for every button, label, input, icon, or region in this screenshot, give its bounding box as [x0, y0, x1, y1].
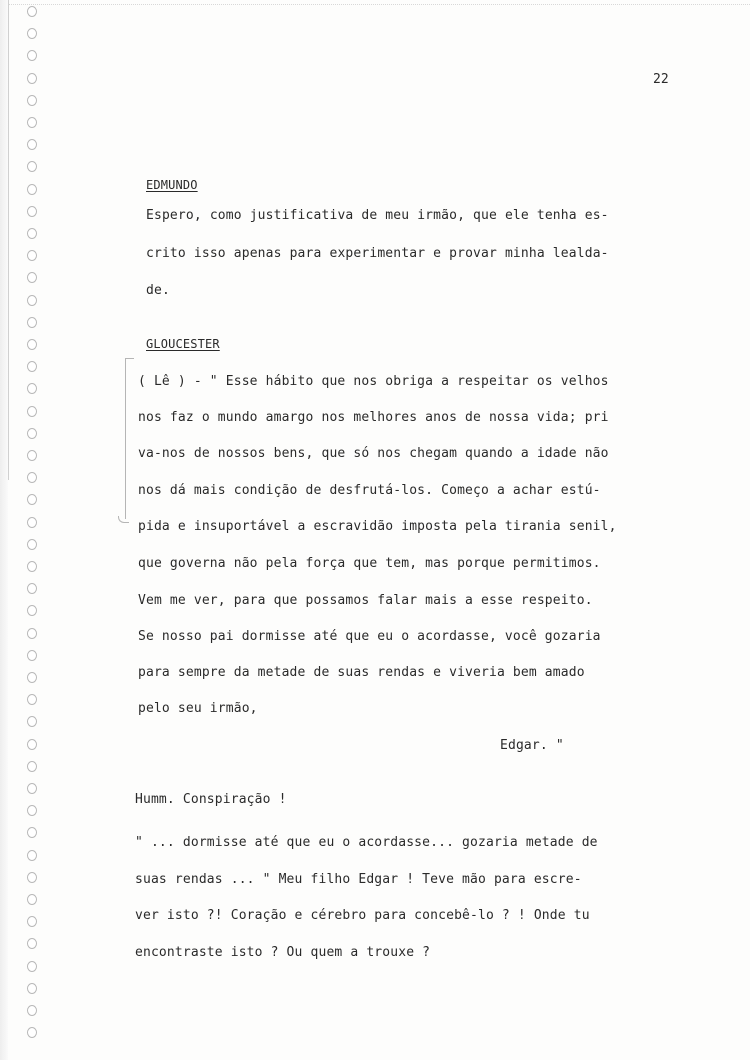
binder-hole — [27, 850, 37, 861]
dialogue-line: encontraste isto ? Ou quem a trouxe ? — [135, 945, 431, 960]
binder-hole — [27, 894, 37, 905]
dialogue-line: suas rendas ... " Meu filho Edgar ! Teve mão para escre- — [135, 872, 582, 887]
binder-hole — [27, 117, 37, 128]
binder-hole — [27, 383, 37, 394]
dialogue-line: Humm. Conspiração ! — [135, 792, 287, 807]
binder-hole — [27, 716, 37, 727]
margin-bracket-tail — [118, 516, 129, 523]
letter-line: para sempre da metade de suas rendas e viveria bem amado — [138, 665, 585, 680]
binder-hole — [27, 827, 37, 838]
letter-line: Vem me ver, para que possamos falar mais a esse respeito. — [138, 593, 593, 608]
binder-hole — [27, 872, 37, 883]
binder-hole — [27, 250, 37, 261]
page-number: 22 — [653, 72, 669, 87]
binder-hole — [27, 161, 37, 172]
binder-hole — [27, 450, 37, 461]
letter-line: pida e insuportável a escravidão imposta pela tirania senil, — [138, 519, 617, 534]
binder-hole — [27, 272, 37, 283]
speaker-name-gloucester: GLOUCESTER — [146, 337, 220, 351]
binder-hole — [27, 95, 37, 106]
binder-hole — [27, 28, 37, 39]
binder-hole — [27, 494, 37, 505]
binder-hole — [27, 539, 37, 550]
binder-hole — [27, 761, 37, 772]
binder-hole — [27, 139, 37, 150]
binder-hole — [27, 916, 37, 927]
letter-line: pelo seu irmão, — [138, 701, 258, 716]
binder-hole — [27, 339, 37, 350]
binder-hole — [27, 1027, 37, 1038]
binder-holes — [27, 6, 41, 1046]
binder-hole — [27, 206, 37, 217]
binder-hole — [27, 517, 37, 528]
binder-hole — [27, 228, 37, 239]
binder-hole — [27, 561, 37, 572]
binder-hole — [27, 672, 37, 683]
binder-hole — [27, 406, 37, 417]
dialogue-line: crito isso apenas para experimentar e provar minha lealda- — [146, 246, 609, 261]
letter-line: que governa não pela força que tem, mas porque permitimos. — [138, 556, 601, 571]
margin-bracket — [125, 358, 134, 519]
dialogue-line: " ... dormisse até que eu o acordasse... gozaria metade de — [135, 835, 598, 850]
letter-line: ( Lê ) - " Esse hábito que nos obriga a respeitar os velhos — [138, 374, 609, 389]
binder-hole — [27, 472, 37, 483]
binder-hole — [27, 295, 37, 306]
binder-hole — [27, 694, 37, 705]
binder-hole — [27, 783, 37, 794]
binder-hole — [27, 650, 37, 661]
binder-hole — [27, 983, 37, 994]
top-perforation-line — [0, 4, 750, 5]
binder-hole — [27, 361, 37, 372]
binder-hole — [27, 583, 37, 594]
letter-line: nos dá mais condição de desfrutá-los. Começo a achar estú- — [138, 483, 601, 498]
margin-rule — [8, 0, 9, 480]
binder-hole — [27, 805, 37, 816]
dialogue-line: ver isto ?! Coração e cérebro para concebê-lo ? ! Onde tu — [135, 908, 590, 923]
binder-hole — [27, 1005, 37, 1016]
dialogue-line: de. — [146, 283, 170, 298]
binding-margin — [0, 0, 8, 1060]
binder-hole — [27, 739, 37, 750]
dialogue-line: Espero, como justificativa de meu irmão, que ele tenha es- — [146, 208, 609, 223]
binder-hole — [27, 961, 37, 972]
binder-hole — [27, 50, 37, 61]
binder-hole — [27, 317, 37, 328]
letter-line: va-nos de nossos bens, que só nos chegam quando a idade não — [138, 446, 609, 461]
binder-hole — [27, 605, 37, 616]
binder-hole — [27, 428, 37, 439]
binder-hole — [27, 938, 37, 949]
letter-signature: Edgar. " — [500, 738, 564, 753]
letter-line: nos faz o mundo amargo nos melhores anos de nossa vida; pri — [138, 410, 609, 425]
binder-hole — [27, 6, 37, 17]
speaker-name-edmundo: EDMUNDO — [146, 178, 198, 192]
binder-hole — [27, 184, 37, 195]
binder-hole — [27, 73, 37, 84]
binder-hole — [27, 628, 37, 639]
letter-line: Se nosso pai dormisse até que eu o acordasse, você gozaria — [138, 629, 601, 644]
